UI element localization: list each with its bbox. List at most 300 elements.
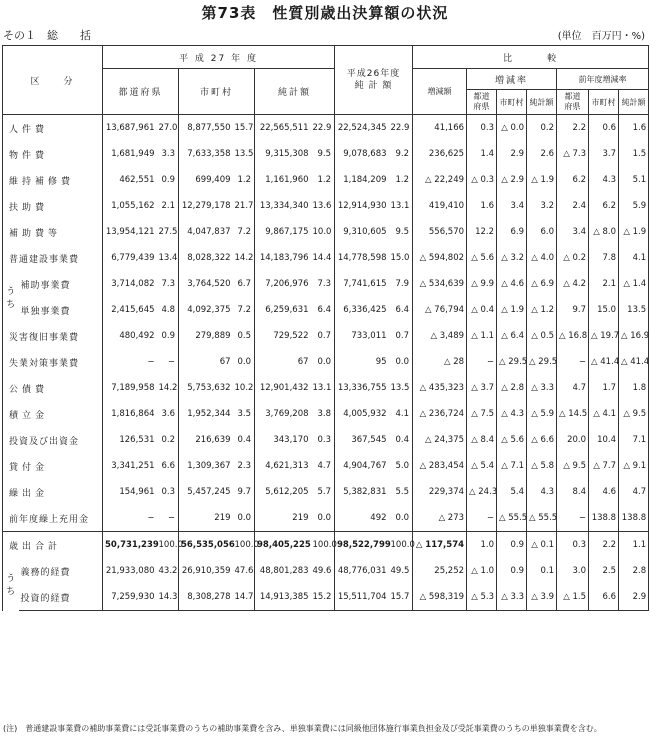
row-label: 維持補修費 bbox=[3, 167, 103, 193]
cell-prev: 9,078,683 bbox=[335, 141, 389, 167]
cell-muni: 26,910,359 bbox=[179, 558, 233, 584]
header-prev-muni: 市町村 bbox=[589, 90, 619, 115]
cell-prev-pct: 15.0 bbox=[389, 245, 413, 271]
table-row bbox=[3, 271, 649, 297]
cell-net: 3,769,208 bbox=[255, 401, 311, 427]
cell-net-pct: 22.9 bbox=[311, 115, 335, 142]
cell-diff: 41,166 bbox=[413, 115, 467, 142]
cell-r-muni: △ 7.1 bbox=[497, 453, 527, 479]
cell-p-net: 5.1 bbox=[619, 167, 649, 193]
cell-diff: 229,374 bbox=[413, 479, 467, 505]
cell-prev-pct: 0.4 bbox=[389, 427, 413, 453]
cell-r-net: 3.2 bbox=[527, 193, 557, 219]
cell-p-net: 13.5 bbox=[619, 297, 649, 323]
cell-net-pct: 0.3 bbox=[311, 427, 335, 453]
cell-muni: 8,877,550 bbox=[179, 115, 233, 142]
table-row bbox=[3, 479, 649, 505]
cell-muni-pct: 2.3 bbox=[233, 453, 255, 479]
cell-r-net: 6.0 bbox=[527, 219, 557, 245]
cell-net: 6,259,631 bbox=[255, 297, 311, 323]
cell-pref-pct: 4.8 bbox=[157, 297, 179, 323]
cell-pref-pct: 14.3 bbox=[157, 584, 179, 611]
cell-net-pct: 0.7 bbox=[311, 323, 335, 349]
cell-r-muni: △ 6.4 bbox=[497, 323, 527, 349]
cell-pref-pct: 0.3 bbox=[157, 479, 179, 505]
table-row bbox=[3, 505, 649, 532]
cell-p-muni: 4.3 bbox=[589, 167, 619, 193]
cell-pref-pct: − bbox=[157, 349, 179, 375]
cell-pref-pct: 0.9 bbox=[157, 167, 179, 193]
cell-r-pref: △ 24.3 bbox=[467, 479, 497, 505]
cell-r-muni: 3.4 bbox=[497, 193, 527, 219]
cell-p-pref: 4.7 bbox=[557, 375, 589, 401]
cell-pref-pct: 0.9 bbox=[157, 323, 179, 349]
cell-r-muni: △ 4.3 bbox=[497, 401, 527, 427]
cell-muni: 5,753,632 bbox=[179, 375, 233, 401]
cell-muni-pct: 21.7 bbox=[233, 193, 255, 219]
cell-prev: 98,522,799 bbox=[335, 532, 389, 559]
cell-r-net: △ 0.1 bbox=[527, 532, 557, 559]
cell-r-net: △ 1.9 bbox=[527, 167, 557, 193]
cell-p-net: 5.9 bbox=[619, 193, 649, 219]
cell-p-pref: 8.4 bbox=[557, 479, 589, 505]
header-net: 純計額 bbox=[255, 69, 335, 115]
table-row bbox=[3, 584, 649, 611]
table-row bbox=[3, 401, 649, 427]
cell-p-pref: 6.2 bbox=[557, 167, 589, 193]
cell-diff: △ 594,802 bbox=[413, 245, 467, 271]
cell-p-pref: 2.2 bbox=[557, 115, 589, 142]
cell-pref: 3,341,251 bbox=[103, 453, 157, 479]
cell-r-net: △ 0.5 bbox=[527, 323, 557, 349]
cell-prev-pct: 15.7 bbox=[389, 584, 413, 611]
section-subtitle: その１ 総 括 bbox=[3, 29, 91, 42]
cell-prev-pct: 13.5 bbox=[389, 375, 413, 401]
cell-muni-pct: 10.2 bbox=[233, 375, 255, 401]
cell-p-net: 4.1 bbox=[619, 245, 649, 271]
cell-net-pct: 3.8 bbox=[311, 401, 335, 427]
cell-r-pref: △ 1.1 bbox=[467, 323, 497, 349]
cell-muni: 56,535,056 bbox=[179, 532, 233, 559]
cell-r-net: △ 5.8 bbox=[527, 453, 557, 479]
header-rate-pref: 都道 府県 bbox=[467, 90, 497, 115]
page-title: 第73表 性質別歳出決算額の状況 bbox=[201, 4, 449, 22]
cell-diff: △ 28 bbox=[413, 349, 467, 375]
row-label: 公債費 bbox=[3, 375, 103, 401]
cell-p-net: 4.7 bbox=[619, 479, 649, 505]
header-rate-muni: 市町村 bbox=[497, 90, 527, 115]
cell-r-pref: △ 5.6 bbox=[467, 245, 497, 271]
cell-r-muni: △ 0.0 bbox=[497, 115, 527, 142]
cell-pref: 480,492 bbox=[103, 323, 157, 349]
cell-net: 98,405,225 bbox=[255, 532, 311, 559]
cell-p-pref: △ 9.5 bbox=[557, 453, 589, 479]
table-row bbox=[3, 453, 649, 479]
cell-r-pref: △ 0.4 bbox=[467, 297, 497, 323]
cell-p-pref: △ 16.8 bbox=[557, 323, 589, 349]
cell-muni: 7,633,358 bbox=[179, 141, 233, 167]
cell-muni-pct: 100.0 bbox=[233, 532, 255, 559]
cell-prev-pct: 100.0 bbox=[389, 532, 413, 559]
cell-prev: 9,310,605 bbox=[335, 219, 389, 245]
header-h27: 平 成 27 年 度 bbox=[103, 46, 335, 69]
cell-r-pref: 1.4 bbox=[467, 141, 497, 167]
header-prev-net: 純計額 bbox=[619, 90, 649, 115]
cell-muni: 67 bbox=[179, 349, 233, 375]
cell-pref: 13,687,961 bbox=[103, 115, 157, 142]
row-label: 貸付金 bbox=[3, 453, 103, 479]
cell-p-muni: 2.5 bbox=[589, 558, 619, 584]
cell-p-muni: 7.8 bbox=[589, 245, 619, 271]
cell-prev-pct: 5.5 bbox=[389, 479, 413, 505]
cell-p-net: 7.1 bbox=[619, 427, 649, 453]
cell-prev: 733,011 bbox=[335, 323, 389, 349]
row-label: 歳出合計 bbox=[3, 532, 103, 559]
cell-p-pref: △ 4.2 bbox=[557, 271, 589, 297]
cell-muni-pct: 9.7 bbox=[233, 479, 255, 505]
cell-r-net: △ 55.5 bbox=[527, 505, 557, 532]
table-row bbox=[3, 349, 649, 375]
cell-p-net: △ 1.4 bbox=[619, 271, 649, 297]
table-row bbox=[3, 558, 649, 584]
cell-prev-pct: 22.9 bbox=[389, 115, 413, 142]
row-label: 失業対策事業費 bbox=[3, 349, 103, 375]
cell-p-pref: △ 14.5 bbox=[557, 401, 589, 427]
cell-r-muni: 0.9 bbox=[497, 532, 527, 559]
cell-prev-pct: 6.4 bbox=[389, 297, 413, 323]
cell-p-muni: 2.2 bbox=[589, 532, 619, 559]
cell-p-muni: 10.4 bbox=[589, 427, 619, 453]
cell-p-muni: △ 41.4 bbox=[589, 349, 619, 375]
cell-net: 7,206,976 bbox=[255, 271, 311, 297]
cell-p-net: 138.8 bbox=[619, 505, 649, 532]
cell-net: 9,867,175 bbox=[255, 219, 311, 245]
header-rate: 増減率 bbox=[467, 69, 557, 90]
cell-p-net: △ 41.4 bbox=[619, 349, 649, 375]
cell-diff: △ 283,454 bbox=[413, 453, 467, 479]
cell-muni-pct: 7.2 bbox=[233, 297, 255, 323]
cell-r-muni: 6.9 bbox=[497, 219, 527, 245]
cell-prev-pct: 49.5 bbox=[389, 558, 413, 584]
cell-p-net: 2.9 bbox=[619, 584, 649, 611]
cell-net-pct: 0.0 bbox=[311, 505, 335, 532]
cell-r-net: 2.6 bbox=[527, 141, 557, 167]
cell-muni-pct: 14.2 bbox=[233, 245, 255, 271]
cell-p-net: △ 1.9 bbox=[619, 219, 649, 245]
cell-prev: 367,545 bbox=[335, 427, 389, 453]
cell-pref: 2,415,645 bbox=[103, 297, 157, 323]
cell-p-pref: − bbox=[557, 505, 589, 532]
footnote: (注) 普通建設事業費の補助事業費には受託事業費のうちの補助事業費を含み、単独事業費には同級他団体施行事業負担金及び受託事業費のうちの単独事業費を含む。 bbox=[3, 724, 602, 733]
table-row bbox=[3, 532, 649, 559]
cell-diff: 419,410 bbox=[413, 193, 467, 219]
cell-r-net: △ 5.9 bbox=[527, 401, 557, 427]
cell-p-muni: 0.6 bbox=[589, 115, 619, 142]
cell-prev-pct: 0.0 bbox=[389, 505, 413, 532]
cell-prev: 6,336,425 bbox=[335, 297, 389, 323]
cell-p-pref: △ 1.5 bbox=[557, 584, 589, 611]
cell-prev: 492 bbox=[335, 505, 389, 532]
cell-p-muni: △ 19.7 bbox=[589, 323, 619, 349]
cell-prev-pct: 9.5 bbox=[389, 219, 413, 245]
cell-p-muni: 6.2 bbox=[589, 193, 619, 219]
cell-p-net: 1.1 bbox=[619, 532, 649, 559]
cell-net-pct: 6.4 bbox=[311, 297, 335, 323]
table-row bbox=[3, 297, 649, 323]
cell-r-pref: △ 7.5 bbox=[467, 401, 497, 427]
cell-pref: 1,681,949 bbox=[103, 141, 157, 167]
cell-diff: △ 598,319 bbox=[413, 584, 467, 611]
cell-pref-pct: 14.2 bbox=[157, 375, 179, 401]
cell-pref: 462,551 bbox=[103, 167, 157, 193]
cell-r-net: △ 6.6 bbox=[527, 427, 557, 453]
table-row bbox=[3, 323, 649, 349]
cell-muni: 1,309,367 bbox=[179, 453, 233, 479]
cell-net-pct: 13.6 bbox=[311, 193, 335, 219]
cell-pref-pct: 2.1 bbox=[157, 193, 179, 219]
row-label: 補助事業費 bbox=[19, 271, 103, 297]
cell-diff: △ 117,574 bbox=[413, 532, 467, 559]
cell-pref-pct: 0.2 bbox=[157, 427, 179, 453]
cell-pref: 154,961 bbox=[103, 479, 157, 505]
cell-r-pref: 1.0 bbox=[467, 532, 497, 559]
cell-r-pref: △ 0.3 bbox=[467, 167, 497, 193]
cell-diff: △ 534,639 bbox=[413, 271, 467, 297]
cell-pref: 7,259,930 bbox=[103, 584, 157, 611]
cell-r-pref: − bbox=[467, 505, 497, 532]
cell-prev: 48,776,031 bbox=[335, 558, 389, 584]
cell-r-pref: 0.3 bbox=[467, 115, 497, 142]
cell-diff: △ 435,323 bbox=[413, 375, 467, 401]
cell-r-net: △ 1.2 bbox=[527, 297, 557, 323]
cell-net: 14,913,385 bbox=[255, 584, 311, 611]
cell-r-net: 0.1 bbox=[527, 558, 557, 584]
cell-muni-pct: 14.7 bbox=[233, 584, 255, 611]
cell-r-muni: △ 29.5 bbox=[497, 349, 527, 375]
cell-prev-pct: 0.7 bbox=[389, 323, 413, 349]
cell-muni: 5,457,245 bbox=[179, 479, 233, 505]
cell-r-muni: △ 1.9 bbox=[497, 297, 527, 323]
uchi-bracket: う ち bbox=[3, 558, 19, 611]
row-label: 単独事業費 bbox=[19, 297, 103, 323]
cell-prev-pct: 1.2 bbox=[389, 167, 413, 193]
cell-pref-pct: 27.0 bbox=[157, 115, 179, 142]
table-row bbox=[3, 245, 649, 271]
cell-diff: △ 3,489 bbox=[413, 323, 467, 349]
cell-prev-pct: 7.9 bbox=[389, 271, 413, 297]
cell-prev-pct: 13.1 bbox=[389, 193, 413, 219]
cell-p-pref: △ 7.3 bbox=[557, 141, 589, 167]
table-row bbox=[3, 167, 649, 193]
cell-p-muni: 3.7 bbox=[589, 141, 619, 167]
table-body bbox=[3, 115, 649, 611]
cell-r-pref: △ 5.3 bbox=[467, 584, 497, 611]
cell-diff: 556,570 bbox=[413, 219, 467, 245]
cell-net-pct: 5.7 bbox=[311, 479, 335, 505]
cell-pref: 13,954,121 bbox=[103, 219, 157, 245]
cell-muni: 4,047,837 bbox=[179, 219, 233, 245]
cell-net: 22,565,511 bbox=[255, 115, 311, 142]
cell-p-muni: 4.6 bbox=[589, 479, 619, 505]
cell-r-pref: △ 3.7 bbox=[467, 375, 497, 401]
cell-pref: 126,531 bbox=[103, 427, 157, 453]
cell-prev: 1,184,209 bbox=[335, 167, 389, 193]
cell-muni-pct: 0.5 bbox=[233, 323, 255, 349]
cell-muni-pct: 47.6 bbox=[233, 558, 255, 584]
cell-muni: 12,279,178 bbox=[179, 193, 233, 219]
cell-pref: 6,779,439 bbox=[103, 245, 157, 271]
cell-prev: 5,382,831 bbox=[335, 479, 389, 505]
cell-net: 13,334,340 bbox=[255, 193, 311, 219]
row-label: 普通建設事業費 bbox=[3, 245, 103, 271]
table-row bbox=[3, 141, 649, 167]
row-label: 扶助費 bbox=[3, 193, 103, 219]
cell-p-muni: △ 8.0 bbox=[589, 219, 619, 245]
cell-p-pref: 3.0 bbox=[557, 558, 589, 584]
cell-r-muni: 2.9 bbox=[497, 141, 527, 167]
cell-p-muni: 1.7 bbox=[589, 375, 619, 401]
cell-muni: 3,764,520 bbox=[179, 271, 233, 297]
cell-r-muni: △ 3.2 bbox=[497, 245, 527, 271]
cell-r-net: △ 4.0 bbox=[527, 245, 557, 271]
row-label: 前年度繰上充用金 bbox=[3, 505, 103, 532]
table-row bbox=[3, 375, 649, 401]
cell-p-muni: 6.6 bbox=[589, 584, 619, 611]
cell-net: 729,522 bbox=[255, 323, 311, 349]
cell-pref-pct: 6.6 bbox=[157, 453, 179, 479]
header-hikaku: 比 較 bbox=[413, 46, 649, 69]
cell-p-net: △ 9.1 bbox=[619, 453, 649, 479]
cell-p-pref: 3.4 bbox=[557, 219, 589, 245]
cell-r-muni: △ 2.9 bbox=[497, 167, 527, 193]
cell-net: 12,901,432 bbox=[255, 375, 311, 401]
cell-diff: △ 273 bbox=[413, 505, 467, 532]
cell-p-pref: − bbox=[557, 349, 589, 375]
cell-p-muni: 2.1 bbox=[589, 271, 619, 297]
cell-net-pct: 0.0 bbox=[311, 349, 335, 375]
row-label: 投資的経費 bbox=[19, 584, 103, 611]
header-h26: 平成26年度 純 計 額 bbox=[335, 46, 413, 115]
cell-p-net: 1.8 bbox=[619, 375, 649, 401]
cell-p-net: 1.6 bbox=[619, 115, 649, 142]
cell-prev-pct: 0.0 bbox=[389, 349, 413, 375]
cell-muni: 8,028,322 bbox=[179, 245, 233, 271]
header-diff: 増減額 bbox=[413, 69, 467, 115]
cell-net: 343,170 bbox=[255, 427, 311, 453]
cell-pref: − bbox=[103, 505, 157, 532]
cell-p-muni: △ 4.1 bbox=[589, 401, 619, 427]
cell-pref-pct: 43.2 bbox=[157, 558, 179, 584]
cell-prev: 4,005,932 bbox=[335, 401, 389, 427]
cell-pref-pct: 7.3 bbox=[157, 271, 179, 297]
cell-r-net: △ 3.9 bbox=[527, 584, 557, 611]
cell-pref-pct: − bbox=[157, 505, 179, 532]
cell-r-pref: △ 1.0 bbox=[467, 558, 497, 584]
cell-r-muni: △ 3.3 bbox=[497, 584, 527, 611]
row-label: 災害復旧事業費 bbox=[3, 323, 103, 349]
cell-p-net: △ 9.5 bbox=[619, 401, 649, 427]
header-rate-net: 純計額 bbox=[527, 90, 557, 115]
cell-prev: 7,741,615 bbox=[335, 271, 389, 297]
cell-p-net: 1.5 bbox=[619, 141, 649, 167]
cell-muni: 216,639 bbox=[179, 427, 233, 453]
cell-net-pct: 49.6 bbox=[311, 558, 335, 584]
cell-p-net: △ 16.9 bbox=[619, 323, 649, 349]
table-row bbox=[3, 193, 649, 219]
cell-pref-pct: 3.3 bbox=[157, 141, 179, 167]
cell-prev: 4,904,767 bbox=[335, 453, 389, 479]
cell-p-muni: 15.0 bbox=[589, 297, 619, 323]
cell-net: 5,612,205 bbox=[255, 479, 311, 505]
row-label: 物件費 bbox=[3, 141, 103, 167]
cell-r-muni: △ 5.6 bbox=[497, 427, 527, 453]
cell-r-muni: 5.4 bbox=[497, 479, 527, 505]
cell-r-net: △ 6.9 bbox=[527, 271, 557, 297]
cell-r-pref: △ 8.4 bbox=[467, 427, 497, 453]
cell-prev-pct: 5.0 bbox=[389, 453, 413, 479]
cell-net-pct: 10.0 bbox=[311, 219, 335, 245]
row-label: 義務的経費 bbox=[19, 558, 103, 584]
row-label: 補助費等 bbox=[3, 219, 103, 245]
cell-net-pct: 14.4 bbox=[311, 245, 335, 271]
table-row bbox=[3, 427, 649, 453]
cell-pref: 21,933,080 bbox=[103, 558, 157, 584]
cell-p-muni: △ 7.7 bbox=[589, 453, 619, 479]
cell-p-pref: 0.3 bbox=[557, 532, 589, 559]
cell-diff: △ 76,794 bbox=[413, 297, 467, 323]
cell-r-pref: − bbox=[467, 349, 497, 375]
cell-net-pct: 13.1 bbox=[311, 375, 335, 401]
uchi-bracket: う ち bbox=[3, 271, 19, 323]
cell-diff: 236,625 bbox=[413, 141, 467, 167]
cell-muni: 279,889 bbox=[179, 323, 233, 349]
cell-pref-pct: 13.4 bbox=[157, 245, 179, 271]
cell-diff: △ 22,249 bbox=[413, 167, 467, 193]
cell-r-net: △ 3.3 bbox=[527, 375, 557, 401]
cell-net: 48,801,283 bbox=[255, 558, 311, 584]
header-prev-pref: 都道 府県 bbox=[557, 90, 589, 115]
cell-net-pct: 15.2 bbox=[311, 584, 335, 611]
row-label: 繰出金 bbox=[3, 479, 103, 505]
cell-r-pref: △ 5.4 bbox=[467, 453, 497, 479]
header-muni: 市町村 bbox=[179, 69, 255, 115]
cell-muni-pct: 1.2 bbox=[233, 167, 255, 193]
cell-pref: 1,816,864 bbox=[103, 401, 157, 427]
cell-r-pref: 12.2 bbox=[467, 219, 497, 245]
cell-muni: 1,952,344 bbox=[179, 401, 233, 427]
cell-net-pct: 7.3 bbox=[311, 271, 335, 297]
cell-prev: 14,778,598 bbox=[335, 245, 389, 271]
row-label: 積立金 bbox=[3, 401, 103, 427]
cell-pref: 7,189,958 bbox=[103, 375, 157, 401]
unit-label: (単位 百万円・%) bbox=[557, 31, 645, 42]
cell-net: 1,161,960 bbox=[255, 167, 311, 193]
cell-pref: − bbox=[103, 349, 157, 375]
cell-muni: 8,308,278 bbox=[179, 584, 233, 611]
cell-net-pct: 4.7 bbox=[311, 453, 335, 479]
cell-net-pct: 100.0 bbox=[311, 532, 335, 559]
cell-pref-pct: 3.6 bbox=[157, 401, 179, 427]
row-label: 人件費 bbox=[3, 115, 103, 142]
cell-pref: 1,055,162 bbox=[103, 193, 157, 219]
cell-net: 9,315,308 bbox=[255, 141, 311, 167]
cell-p-net: 2.8 bbox=[619, 558, 649, 584]
row-label: 投資及び出資金 bbox=[3, 427, 103, 453]
cell-muni: 699,409 bbox=[179, 167, 233, 193]
cell-muni: 219 bbox=[179, 505, 233, 532]
cell-prev: 12,914,930 bbox=[335, 193, 389, 219]
cell-p-pref: 9.7 bbox=[557, 297, 589, 323]
